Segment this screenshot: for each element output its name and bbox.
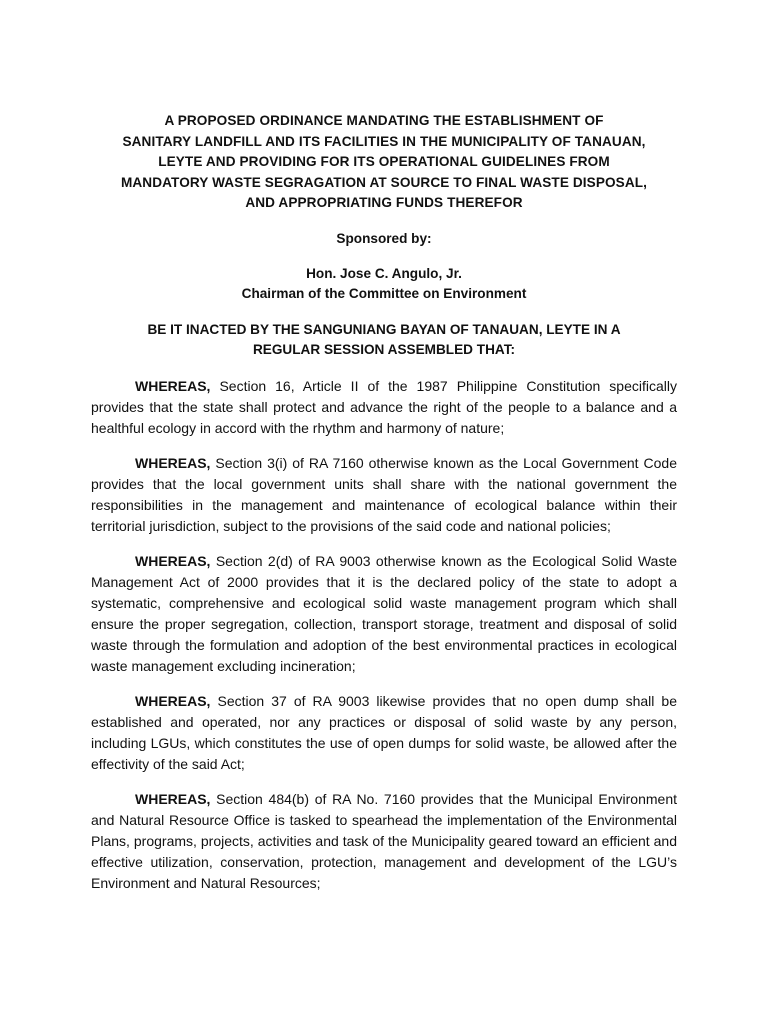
whereas-text: Section 2(d) of RA 9003 otherwise known as the Ecological Solid Waste Management Act of 2000 provides that it is the declared policy of the state to adopt a systematic, comprehensive and ecological solid waste management program which shall ensure the proper segregation, collection, transport storage, treatment and disposal of solid waste through the formulation and adoption of the best environmental practices in ecological waste management excluding incineration; xyxy=(91,552,677,674)
title-line: SANITARY LANDFILL AND ITS FACILITIES IN THE MUNICIPALITY OF TANAUAN, xyxy=(122,133,646,149)
whereas-text: Section 37 of RA 9003 likewise provides that no open dump shall be established and operated, nor any practices or disposal of solid waste by any person, including LGUs, which constitutes the use of open dumps for solid waste, be allowed after the effectivity of the said Act; xyxy=(91,692,677,772)
whereas-clause xyxy=(91,376,677,439)
whereas-text: Section 484(b) of RA No. 7160 provides that the Municipal Environment and Natural Resource Office is tasked to spearhead the implementation of the Environmental Plans, programs, projects, activities and task of the Municipality geared toward an efficient and effective utilization, conservation, protection, management and development of the LGU’s Environment and Natural Resources; xyxy=(91,790,677,891)
sponsor-name: Hon. Jose C. Angulo, Jr. xyxy=(306,265,462,281)
sponsor-title: Chairman of the Committee on Environment xyxy=(241,285,527,301)
title-line: AND APPROPRIATING FUNDS THEREFOR xyxy=(245,195,523,210)
title-line: MANDATORY WASTE SEGRAGATION AT SOURCE TO FINAL WASTE DISPOSAL, xyxy=(120,174,648,190)
title-line: A PROPOSED ORDINANCE MANDATING THE ESTABLISHMENT OF xyxy=(164,113,604,128)
whereas-text: Section 16, Article II of the 1987 Philippine Constitution specifically provides that the state shall protect and advance the right of the people to a balance and a healthful ecology in accord with the rhythm and harmony of nature; xyxy=(91,377,677,436)
whereas-clause xyxy=(91,691,677,775)
whereas-keyword: WHEREAS, xyxy=(135,377,211,394)
ordinance-title xyxy=(91,111,677,214)
enactment-line: BE IT INACTED BY THE SANGUNIANG BAYAN OF TANAUAN, LEYTE IN A xyxy=(147,321,621,337)
whereas-clause xyxy=(91,789,677,894)
enactment-line: REGULAR SESSION ASSEMBLED THAT: xyxy=(252,341,516,357)
whereas-clause xyxy=(91,551,677,677)
sponsored-by-label: Sponsored by: xyxy=(336,230,432,246)
whereas-keyword: WHEREAS, xyxy=(135,454,211,471)
whereas-keyword: WHEREAS, xyxy=(135,552,211,569)
title-line: LEYTE AND PROVIDING FOR ITS OPERATIONAL GUIDELINES FROM xyxy=(158,154,610,169)
enactment-clause xyxy=(91,320,677,360)
whereas-clause xyxy=(91,453,677,537)
sponsor-block xyxy=(91,264,677,304)
whereas-keyword: WHEREAS, xyxy=(135,692,211,709)
whereas-keyword: WHEREAS, xyxy=(135,790,211,807)
whereas-text: Section 3(i) of RA 7160 otherwise known as the Local Government Code provides that the local government units shall share with the national government the responsibilities in the management and maintenance of ecological balance within their territorial jurisdiction, subject to the provisions of the said code and national policies; xyxy=(91,454,677,534)
